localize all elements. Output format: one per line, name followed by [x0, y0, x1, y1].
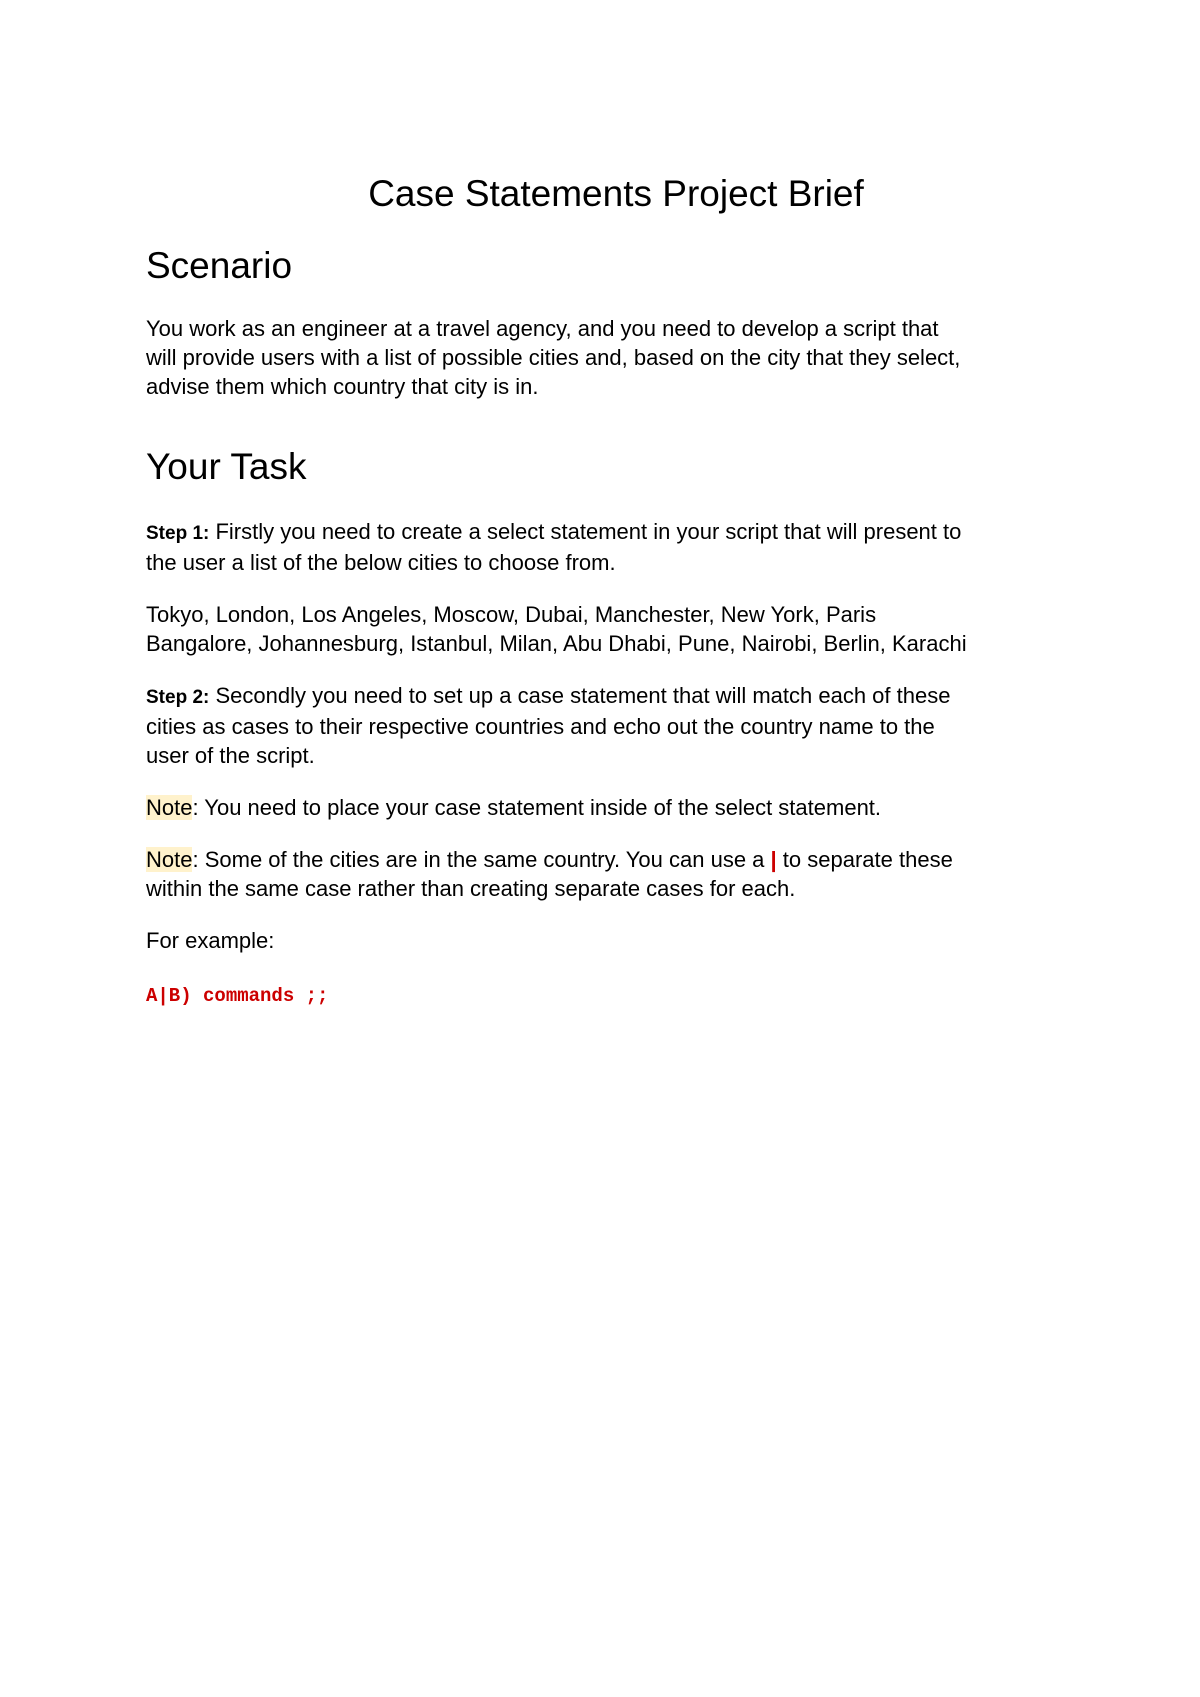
step-2-line-1: Secondly you need to set up a case statement that will match each of these — [209, 683, 951, 708]
code-example: A|B) commands ;; — [146, 985, 329, 1007]
scenario-line-3: advise them which country that city is in. — [146, 374, 539, 399]
example-label: For example: — [146, 928, 275, 953]
cities-line-2: Bangalore, Johannesburg, Istanbul, Milan, Abu Dhabi, Pune, Nairobi, Berlin, Karachi — [146, 631, 967, 656]
scenario-paragraph — [146, 314, 1086, 401]
note-1-label: Note — [146, 795, 193, 820]
note-2-line-2: within the same case rather than creating separate cases for each. — [146, 876, 796, 901]
note-2-label: Note — [146, 847, 193, 872]
cities-list — [146, 600, 1086, 658]
step-1-label: Step 1: — [146, 523, 210, 544]
note-1-text: : You need to place your case statement inside of the select statement. — [192, 795, 882, 820]
step-2-paragraph — [146, 681, 1086, 770]
your-task-heading: Your Task — [146, 446, 307, 487]
step-1-paragraph — [146, 517, 1086, 577]
note-2-paragraph — [146, 845, 1086, 903]
scenario-line-2: will provide users with a list of possible cities and, based on the city that they select, — [146, 345, 961, 370]
scenario-line-1: You work as an engineer at a travel agency, and you need to develop a script that — [146, 316, 939, 341]
step-1-line-1: Firstly you need to create a select statement in your script that will present to — [209, 519, 962, 544]
document-content — [146, 168, 1086, 1011]
cities-line-1: Tokyo, London, Los Angeles, Moscow, Dubai, Manchester, New York, Paris — [146, 602, 877, 627]
pipe-symbol: | — [770, 847, 777, 872]
note-2-text-before: : Some of the cities are in the same country. You can use a — [192, 847, 771, 872]
note-2-text-after: to separate these — [776, 847, 953, 872]
step-2-label: Step 2: — [146, 687, 210, 708]
document-title: Case Statements Project Brief — [368, 173, 864, 214]
step-1-line-2: the user a list of the below cities to choose from. — [146, 550, 616, 575]
note-1-paragraph — [146, 793, 1086, 822]
step-2-line-2: cities as cases to their respective countries and echo out the country name to the — [146, 714, 935, 739]
step-2-line-3: user of the script. — [146, 743, 315, 768]
code-example-paragraph — [146, 979, 1086, 1011]
scenario-heading: Scenario — [146, 245, 293, 286]
